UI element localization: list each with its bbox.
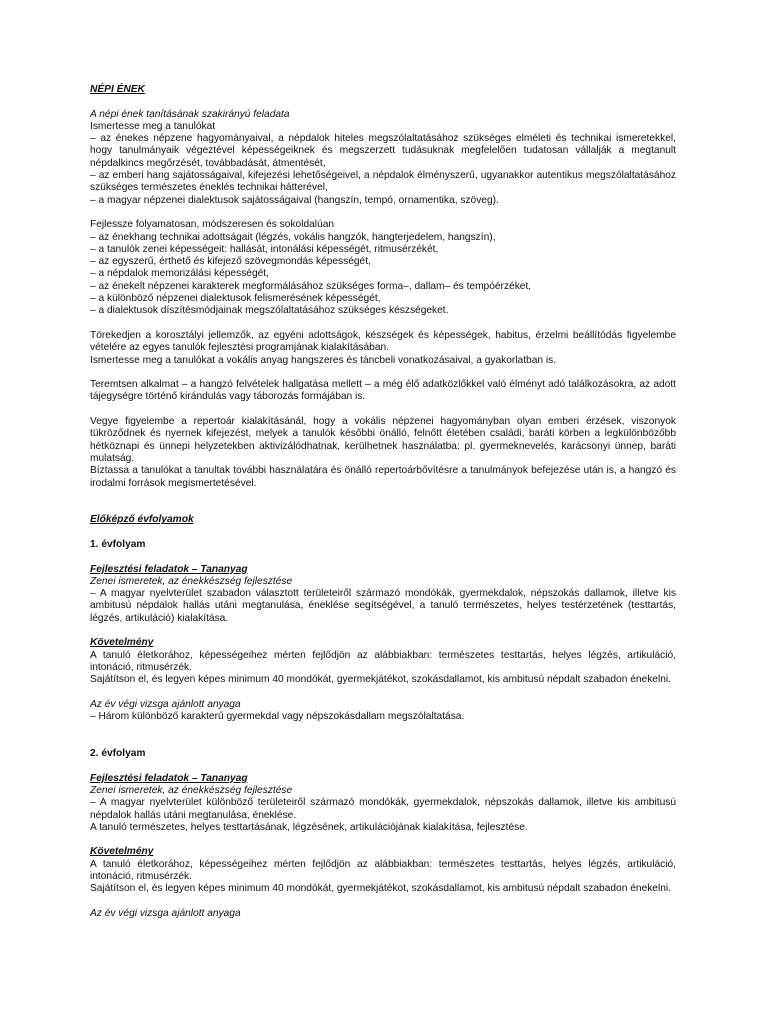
- document-page: [90, 84, 676, 920]
- development-item-4: – a népdalok memorizálási képességét,: [90, 268, 269, 280]
- year1-exam-heading: Az év végi vizsga ajánlott anyaga: [90, 698, 241, 710]
- development-item-6: – a különböző népzenei dialektusok felismerésének képességét,: [90, 293, 381, 305]
- year1-req-heading: Követelmény: [90, 637, 154, 649]
- year1-exam-text: – Három különböző karakterű gyermekdal vagy népszokásdallam megszólaltatása.: [90, 711, 465, 723]
- year2-req-text: A tanuló életkorához, képességeihez mérten fejlődjön az alábbiakban: természetes testtartás, helyes légzés, artikuláció, intonáció, ritmusérzék.: [90, 858, 676, 882]
- paragraph-4: Vegye figyelembe a repertoár kialakításánál, hogy a vokális népzenei hagyományban olyan emberi érzések, viszonyok tükröződnek és nyernek kifejezést, melyek a tanulók későbbi önálló, felnőtt életében családi, baráti körben a legkülönbözőbb hétköznapi és ünnepi helyzetekben aktivizálódhatnak, kerülhetnek használatba: pl. gyermeknevelés, karácsonyi ünnep, baráti mulatság.: [90, 416, 676, 464]
- development-item-5: – az énekelt népzenei karakterek megformálásához szükséges forma–, dallam– és tempóérzéket,: [90, 280, 532, 292]
- year2-dev-heading: Fejlesztési feladatok – Tananyag: [90, 772, 248, 784]
- development-item-2: – a tanulók zenei képességeit: hallását, intonálási képességét, ritmusérzékét,: [90, 243, 439, 255]
- year2-dev-text: – A magyar nyelvterület különböző területeiről származó mondókák, gyermekdalok, népszokás dallamok, illetve kis ambitusú népdalok hallás utáni megtanulása, éneklése.: [90, 797, 676, 821]
- intro-heading: A népi ének tanításának szakirányú feladata: [90, 108, 290, 120]
- section-title: Előképző évfolyamok: [90, 514, 194, 526]
- year2-dev-subheading: Zenei ismeretek, az énekkészség fejlesztése: [90, 784, 293, 796]
- development-item-3: – az egyszerű, érthető és kifejező szövegmondás képességét,: [90, 256, 371, 268]
- doc-title: NÉPI ÉNEK: [90, 84, 145, 95]
- year1-dev-heading: Fejlesztési feladatok – Tananyag: [90, 563, 248, 575]
- development-item-7: – a dialektusok díszítésmódjainak megszólaltatásához szükséges készségeket.: [90, 305, 449, 317]
- paragraph-5: Bíztassa a tanulókat a tanultak további használatára és önálló repertoárbővítésre a tanulmányok befejezése után is, a hangzó és irodalmi források megismertetésével.: [90, 465, 676, 489]
- year1-dev-subheading: Zenei ismeretek, az énekkészség fejlesztése: [90, 575, 293, 587]
- year1-title: 1. évfolyam: [90, 538, 146, 550]
- development-intro: Fejlessze folyamatosan, módszeresen és sokoldalúan: [90, 219, 335, 231]
- development-item-1: – az énekhang technikai adottságait (légzés, vokális hangzók, hangterjedelem, hangszín),: [90, 231, 496, 243]
- intro-line: Ismertesse meg a tanulókat: [90, 120, 216, 132]
- year2-dev-text-2: A tanuló természetes, helyes testtartásának, légzésének, artikulációjának kialakítása, fejlesztése.: [90, 821, 528, 833]
- year2-req-heading: Követelmény: [90, 846, 154, 858]
- intro-bullet-2: – az emberi hang sajátosságaival, kifejezési lehetőségeivel, a népdalok élményszerű, ugyanakkor autentikus megszólaltatásához szükséges természetes éneklés technikai hátterével,: [90, 170, 676, 194]
- year1-req-text: A tanuló életkorához, képességeihez mérten fejlődjön az alábbiakban: természetes testtartás, helyes légzés, artikuláció, intonáció, ritmusérzék.: [90, 649, 676, 673]
- year1-dev-text: – A magyar nyelvterület szabadon választott területeiről származó mondókák, gyermekdalok, népszokás dallamok, illetve kis ambitusú népdalok hallás utáni megtanulása, éneklése segítségével, a tanuló természetes, helyes testérzetének (testtartás, légzés, artikuláció) kialakítása.: [90, 588, 676, 624]
- intro-bullet-1: – az énekes népzene hagyományaival, a népdalok hiteles megszólaltatásához szükséges elméleti és technikai ismeretekkel, hogy tanulmányaik végeztével képességeiknek és megszerzett tudásuknak megfelelően tudatosan vállalják a megtanult népdalkincs megőrzését, továbbadását, átmentését,: [90, 133, 676, 169]
- year2-title: 2. évfolyam: [90, 748, 146, 760]
- intro-bullet-3: – a magyar népzenei dialektusok sajátosságaival (hangszín, tempó, ornamentika, szöveg).: [90, 194, 499, 206]
- year2-req-text-2: Sajátítson el, és legyen képes minimum 40 mondókát, gyermekjátékot, szokásdallamot, kis ambitusú népdalt szabadon énekelni.: [90, 883, 672, 895]
- year1-req-text-2: Sajátítson el, és legyen képes minimum 40 mondókát, gyermekjátékot, szokásdallamot, kis ambitusú népdalt szabadon énekelni.: [90, 674, 672, 686]
- year2-exam-heading: Az év végi vizsga ajánlott anyaga: [90, 907, 241, 919]
- paragraph-3: Teremtsen alkalmat – a hangzó felvételek hallgatása mellett – a még élő adatközlőkkel való élményt adó találkozásokra, az adott tájegységre történő kirándulás vagy táborozás formájában is.: [90, 379, 676, 403]
- paragraph-2: Ismertesse meg a tanulókat a vokális anyag hangszeres és táncbeli vonatkozásaival, a gyakorlatban is.: [90, 354, 557, 366]
- paragraph-1: Törekedjen a korosztályi jellemzők, az egyéni adottságok, készségek és képességek, habitus, érzelmi beállítódás figyelembe vételére az egyes tanulók fejlesztési programjának kialakításában.: [90, 329, 676, 354]
